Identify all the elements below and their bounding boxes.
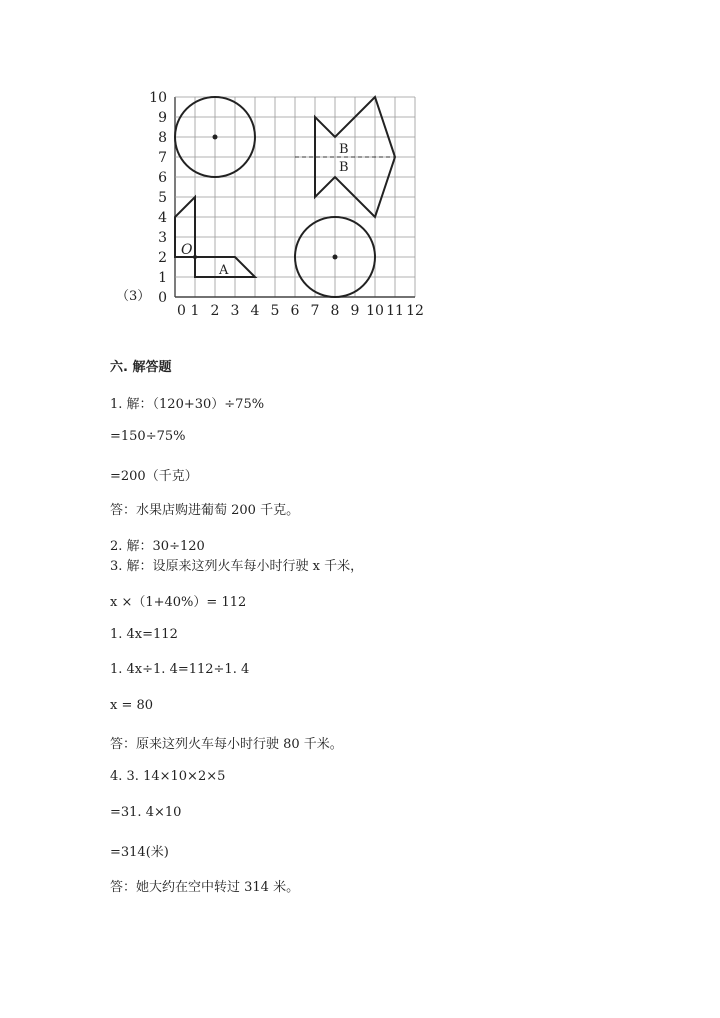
y-tick-label: 5 — [158, 190, 167, 206]
x-tick-label: 2 — [210, 303, 220, 319]
solution-line: 1. 4x÷1. 4=112÷1. 4 — [110, 662, 250, 677]
x-tick-label: 5 — [270, 303, 280, 319]
circle-bottom-center-dot — [333, 255, 338, 260]
solution-line: =314(米) — [110, 845, 169, 860]
solution-line: 1. 解：（120+30）÷75% — [110, 397, 265, 412]
point-o-label: O — [181, 242, 193, 258]
axis-labels — [149, 90, 424, 319]
y-origin-label: 0 — [158, 290, 167, 306]
shape-b-bottom-label: B — [339, 160, 349, 175]
y-tick-label: 9 — [158, 110, 167, 126]
solution-line: =150÷75% — [110, 429, 186, 444]
solution-line: 答：她大约在空中转过 314 米。 — [110, 880, 300, 895]
section-title: 六. 解答题 — [110, 360, 172, 375]
y-tick-label: 7 — [158, 150, 167, 166]
solution-line: x = 80 — [110, 698, 154, 713]
x-tick-label: 8 — [330, 303, 340, 319]
x-tick-label: 4 — [250, 303, 260, 319]
point-o-dot — [193, 255, 197, 259]
grid-lines — [175, 97, 415, 297]
x-tick-label: 12 — [406, 303, 424, 319]
y-tick-label: 8 — [158, 130, 167, 146]
solution-line: 2. 解：30÷120 — [110, 539, 205, 554]
x-tick-label: 9 — [350, 303, 360, 319]
solution-line: 1. 4x=112 — [110, 627, 178, 642]
y-tick-label: 3 — [158, 230, 167, 246]
x-tick-label: 1 — [190, 303, 200, 319]
solution-line: =31. 4×10 — [110, 805, 182, 820]
y-tick-label: 2 — [158, 250, 167, 266]
x-tick-label: 3 — [230, 303, 240, 319]
shape-a-label: A — [219, 263, 229, 278]
solution-line: 答：水果店购进葡萄 200 千克。 — [110, 503, 300, 518]
y-tick-label: 10 — [149, 90, 167, 106]
solution-line: 答：原来这列火车每小时行驶 80 千米。 — [110, 737, 343, 752]
figure-label: （3） — [116, 289, 151, 304]
x-tick-label: 10 — [366, 303, 384, 319]
x-origin-label: 0 — [177, 303, 186, 319]
x-tick-label: 6 — [290, 303, 300, 319]
x-tick-label: 7 — [310, 303, 320, 319]
grid-figure — [0, 0, 720, 330]
solution-line: 3. 解：设原来这列火车每小时行驶 x 千米， — [110, 559, 364, 574]
y-tick-label: 4 — [158, 210, 167, 226]
y-tick-label: 1 — [158, 270, 167, 286]
solution-line: x ×（1+40%）= 112 — [110, 595, 247, 610]
solution-line: 4. 3. 14×10×2×5 — [110, 769, 226, 784]
circle-top-center-dot — [213, 135, 218, 140]
y-tick-label: 6 — [158, 170, 167, 186]
x-tick-label: 11 — [386, 303, 404, 319]
solution-line: =200（千克） — [110, 469, 198, 484]
shape-b-top-label: B — [339, 142, 349, 157]
